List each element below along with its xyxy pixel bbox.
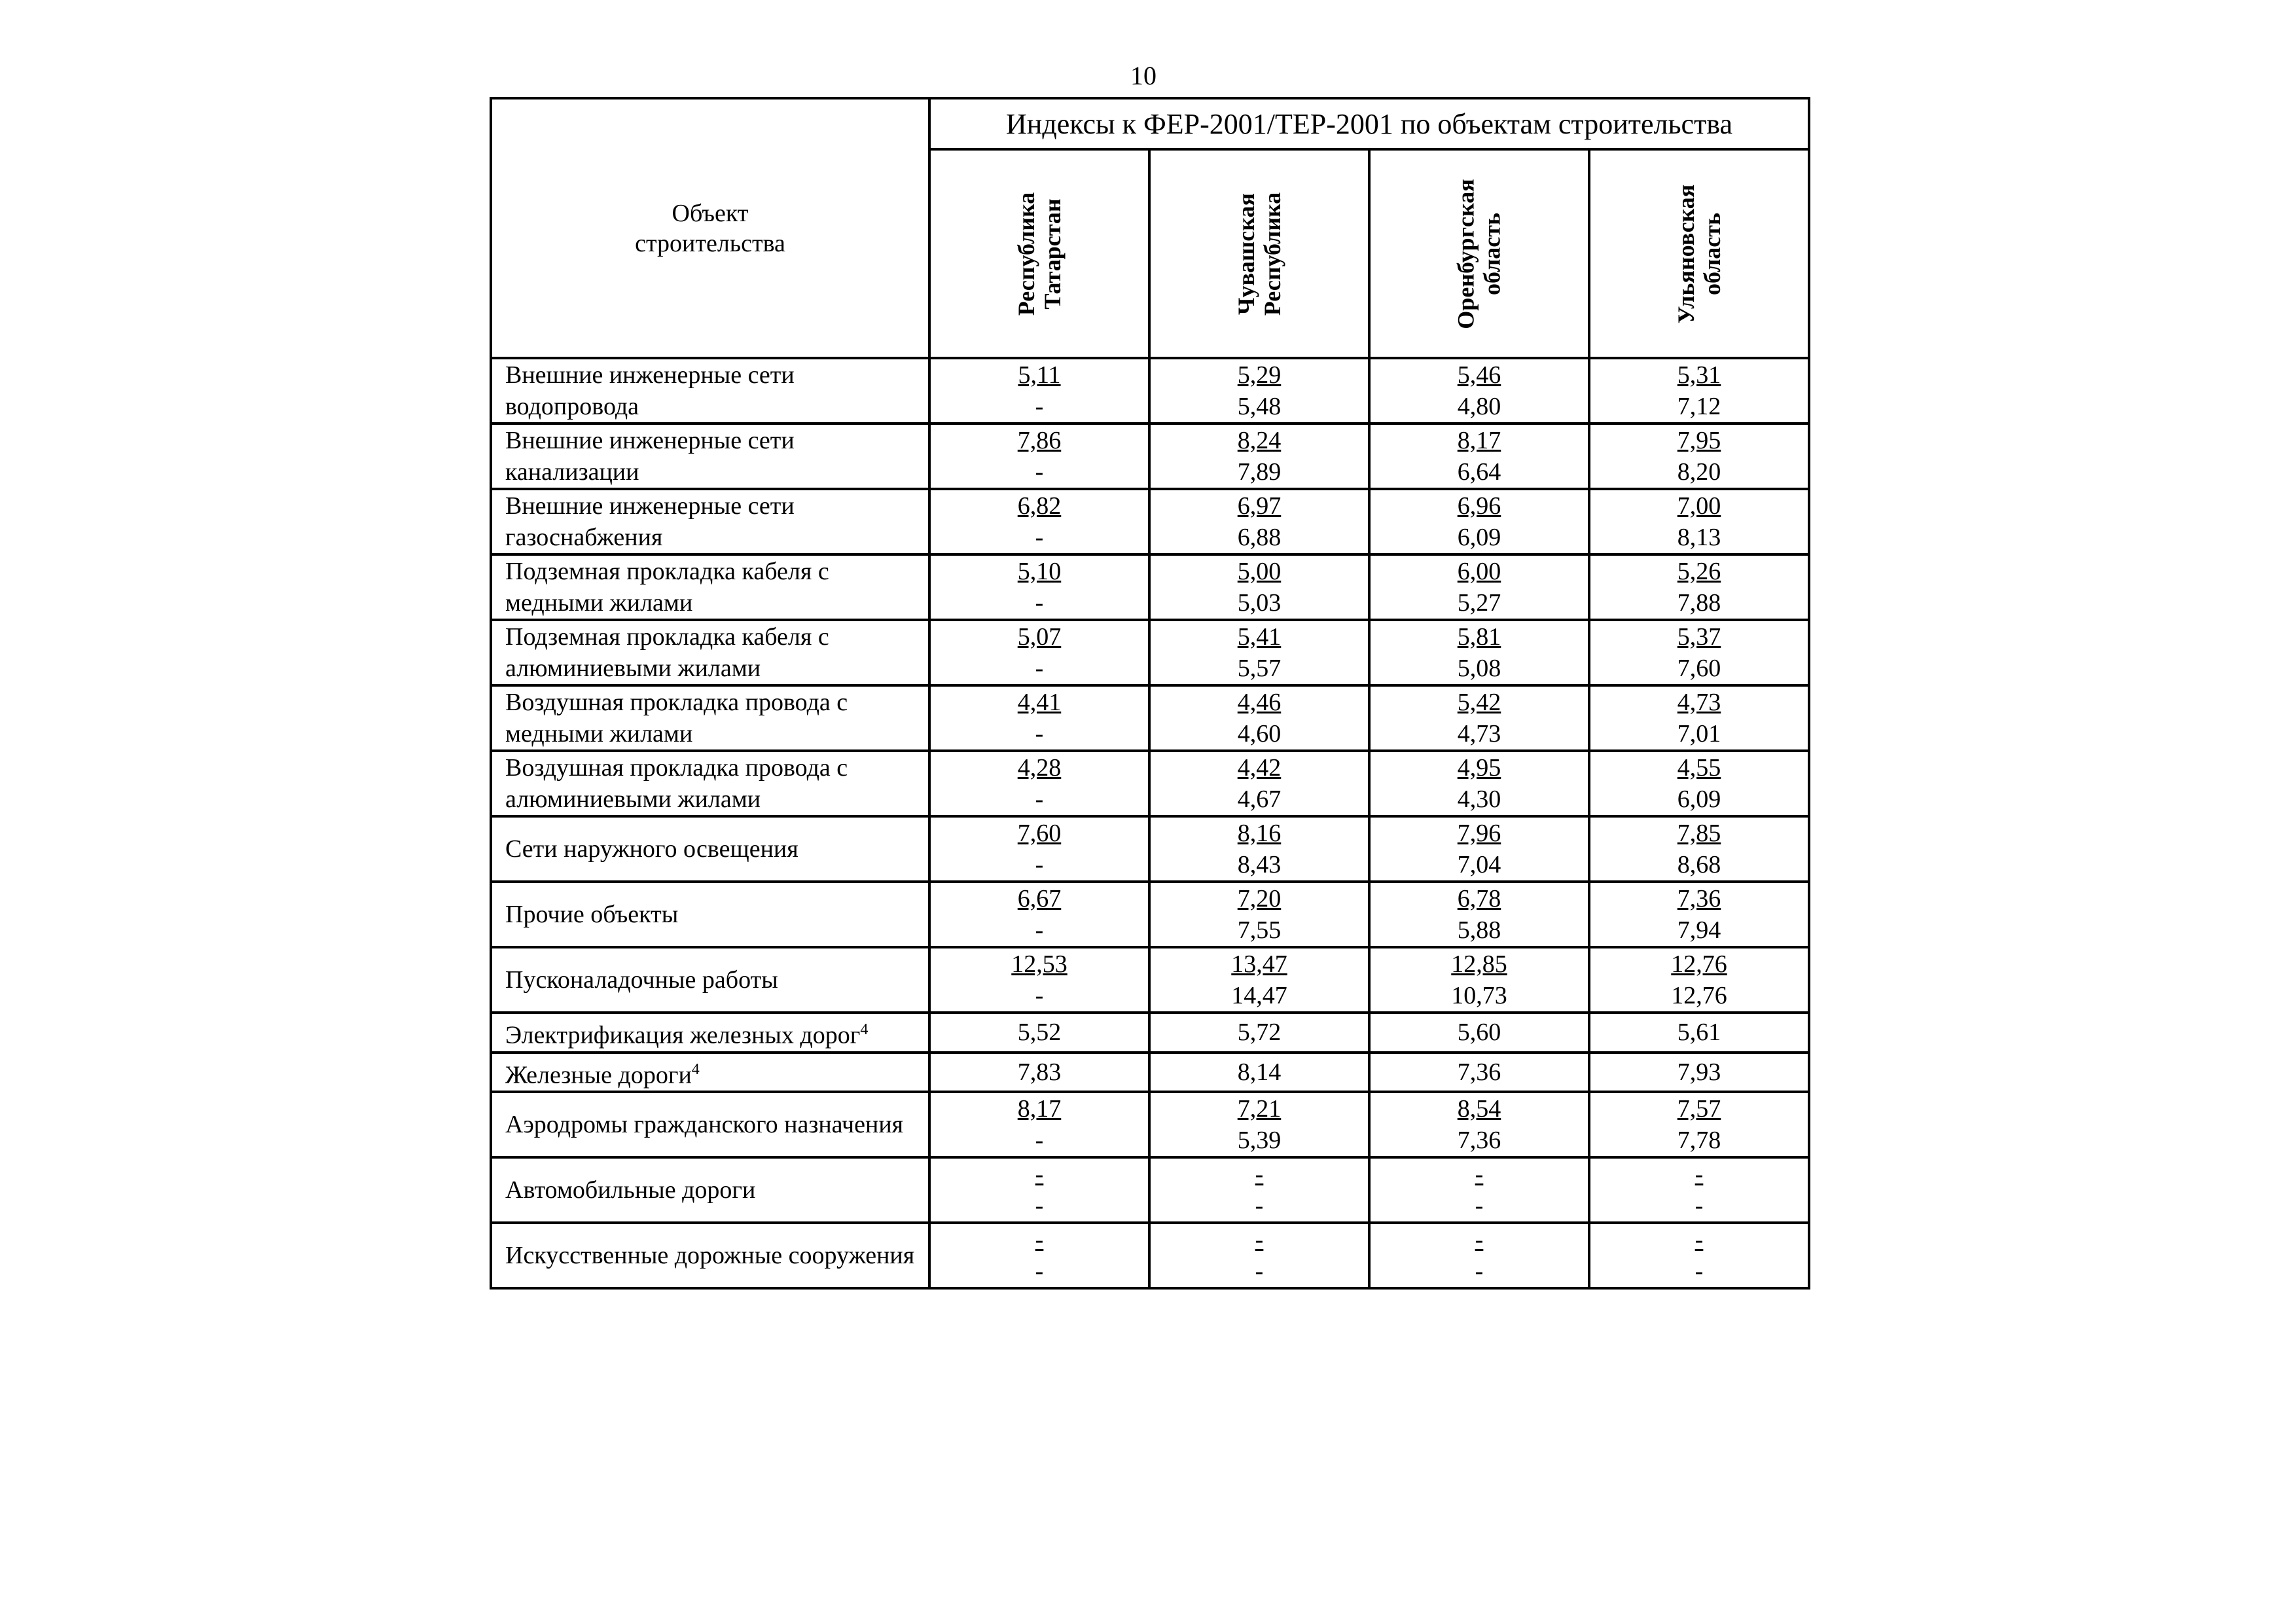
index-value-denominator: - (1475, 1257, 1484, 1286)
object-header-line2: строительства (635, 229, 785, 257)
index-value-denominator: 7,88 (1677, 589, 1721, 617)
index-cell (929, 554, 1149, 620)
index-value-denominator: - (1255, 1257, 1264, 1286)
index-value-denominator: - (1035, 1257, 1044, 1286)
index-value-numerator: - (1475, 1226, 1484, 1254)
index-value-numerator: 7,60 (1017, 820, 1062, 847)
index-cell (1149, 358, 1369, 424)
index-value-denominator: 4,30 (1457, 785, 1501, 813)
index-cell (929, 882, 1149, 947)
index-value-numerator: 8,54 (1457, 1095, 1501, 1123)
index-value-numerator: - (1255, 1161, 1264, 1189)
index-cell (929, 947, 1149, 1013)
index-value-numerator: 8,17 (1457, 427, 1501, 454)
index-cell (1589, 620, 1809, 685)
index-value: 5,52 (1017, 1019, 1062, 1047)
index-value-denominator: 12,76 (1671, 982, 1727, 1009)
index-cell (929, 1053, 1149, 1092)
index-value-numerator: 12,53 (1011, 950, 1067, 978)
object-name: Подземная прокладка кабеля с медными жилами (505, 558, 829, 617)
index-value-numerator: - (1475, 1161, 1484, 1189)
table-row (491, 620, 1809, 685)
object-name: Прочие объекты (505, 901, 679, 928)
index-value-denominator: 8,43 (1237, 851, 1282, 878)
object-name: Воздушная прокладка провода с медными жилами (505, 689, 848, 748)
index-value-denominator: 6,09 (1677, 785, 1721, 813)
object-name: Сети наружного освещения (505, 835, 798, 863)
index-cell (1149, 685, 1369, 751)
index-value-denominator: 4,80 (1457, 393, 1501, 420)
index-value-denominator: - (1035, 785, 1044, 813)
table-row (491, 554, 1809, 620)
index-value-denominator: 7,55 (1237, 916, 1282, 944)
index-value-denominator: 5,57 (1237, 655, 1282, 682)
object-name-cell (491, 554, 929, 620)
index-value-denominator: 7,89 (1237, 458, 1282, 486)
index-value-denominator: 4,67 (1237, 785, 1282, 813)
table-row (491, 947, 1809, 1013)
index-value-numerator: 7,36 (1677, 885, 1721, 912)
index-value-denominator: - (1035, 982, 1044, 1009)
index-cell (1149, 1013, 1369, 1053)
object-name: Пусконаладочные работы (505, 966, 778, 994)
index-value-denominator: - (1035, 655, 1044, 682)
index-cell (1369, 947, 1589, 1013)
index-value-denominator: 7,36 (1457, 1127, 1501, 1155)
index-value-denominator: 7,94 (1677, 916, 1721, 944)
index-cell (1589, 554, 1809, 620)
index-cell (1589, 1013, 1809, 1053)
index-value-numerator: 6,97 (1237, 492, 1282, 520)
region-name-line2: область (1479, 212, 1505, 295)
index-value-denominator: 8,13 (1677, 524, 1721, 551)
index-value-denominator: 8,20 (1677, 458, 1721, 486)
index-value-denominator: 6,09 (1457, 524, 1501, 551)
index-cell (1369, 1013, 1589, 1053)
index-cell (1369, 882, 1589, 947)
index-cell (1149, 1223, 1369, 1288)
index-value-numerator: 5,26 (1677, 558, 1721, 585)
index-value-numerator: - (1695, 1226, 1704, 1254)
index-value-denominator: - (1475, 1192, 1484, 1220)
index-cell (1149, 1157, 1369, 1223)
index-value-numerator: 4,28 (1017, 754, 1062, 782)
index-cell (1589, 816, 1809, 882)
index-cell (1369, 424, 1589, 489)
index-value-numerator: 5,11 (1018, 361, 1061, 389)
index-value-numerator: 4,41 (1017, 689, 1062, 716)
index-value-denominator: 5,08 (1457, 655, 1501, 682)
index-cell (1589, 1053, 1809, 1092)
index-cell (1369, 751, 1589, 816)
index-value-denominator: 7,04 (1457, 851, 1501, 878)
index-cell (1149, 1092, 1369, 1157)
index-cell (1149, 424, 1369, 489)
index-cell (929, 816, 1149, 882)
index-cell (1149, 554, 1369, 620)
index-value-denominator: - (1035, 720, 1044, 748)
index-value-denominator: 7,78 (1677, 1127, 1721, 1155)
object-name: Внешние инженерные сети газоснабжения (505, 492, 795, 551)
table-row (491, 1013, 1809, 1053)
index-cell (929, 424, 1149, 489)
index-cell (929, 358, 1149, 424)
index-value-denominator: 14,47 (1231, 982, 1287, 1009)
index-value: 7,83 (1017, 1058, 1062, 1086)
region-header (929, 149, 1149, 358)
object-name-cell (491, 358, 929, 424)
index-cell (1589, 1223, 1809, 1288)
index-cell (1149, 489, 1369, 554)
index-value-numerator: - (1255, 1226, 1264, 1254)
index-value-numerator: 5,29 (1237, 361, 1282, 389)
index-value-numerator: - (1035, 1161, 1044, 1189)
index-cell (1369, 1053, 1589, 1092)
object-name-cell (491, 424, 929, 489)
index-value-denominator: 5,88 (1457, 916, 1501, 944)
index-cell (929, 1223, 1149, 1288)
object-name-cell (491, 1223, 929, 1288)
index-cell (929, 1092, 1149, 1157)
index-value-numerator: 5,42 (1457, 689, 1501, 716)
index-value-denominator: 4,73 (1457, 720, 1501, 748)
index-cell (1149, 882, 1369, 947)
index-value-numerator: 6,82 (1017, 492, 1062, 520)
index-value-numerator: 5,00 (1237, 558, 1282, 585)
object-name: Внешние инженерные сети водопровода (505, 361, 795, 420)
index-value-numerator: 7,86 (1017, 427, 1062, 454)
index-cell (929, 1013, 1149, 1053)
table-body (491, 358, 1809, 1288)
index-table (490, 97, 1810, 1290)
table-row (491, 882, 1809, 947)
index-value-numerator: 7,21 (1237, 1095, 1282, 1123)
index-value-numerator: 6,96 (1457, 492, 1501, 520)
index-value-numerator: - (1035, 1226, 1044, 1254)
object-name: Электрификация железных дорог (505, 1021, 861, 1049)
index-value-denominator: 5,39 (1237, 1127, 1282, 1155)
table-row (491, 1092, 1809, 1157)
region-name-line2: Татарстан (1039, 198, 1066, 310)
page-number: 10 (1130, 61, 1157, 90)
index-title: Индексы к ФЕР-2001/ТЕР-2001 по объектам строительства (929, 98, 1809, 149)
table-row (491, 751, 1809, 816)
index-value-numerator: 5,46 (1457, 361, 1501, 389)
index-value-numerator: 5,31 (1677, 361, 1721, 389)
index-value-numerator: 8,17 (1017, 1095, 1062, 1123)
footnote-marker: 4 (860, 1021, 869, 1038)
index-cell (929, 685, 1149, 751)
index-value-numerator: 4,42 (1237, 754, 1282, 782)
object-name-cell (491, 1013, 929, 1053)
index-cell (1369, 1223, 1589, 1288)
object-name-cell (491, 1092, 929, 1157)
index-value-denominator: - (1695, 1257, 1704, 1286)
region-name-line1: Чувашская (1232, 192, 1259, 315)
index-value-denominator: 6,64 (1457, 458, 1501, 486)
index-cell (1369, 1157, 1589, 1223)
object-header-line1: Объект (672, 199, 749, 227)
index-value-denominator: - (1035, 851, 1044, 878)
region-header (1589, 149, 1809, 358)
index-value-numerator: 5,81 (1457, 623, 1501, 651)
footnote-marker: 4 (691, 1060, 700, 1078)
object-name: Железные дороги (505, 1061, 692, 1089)
index-cell (1369, 620, 1589, 685)
index-value-numerator: 5,10 (1017, 558, 1062, 585)
index-cell (929, 620, 1149, 685)
index-value-denominator: - (1695, 1192, 1704, 1220)
table-row (491, 685, 1809, 751)
index-cell (1589, 489, 1809, 554)
index-value-denominator: - (1035, 393, 1044, 420)
index-value-numerator: 8,24 (1237, 427, 1282, 454)
index-value-denominator: - (1255, 1192, 1264, 1220)
index-value-denominator: - (1035, 589, 1044, 617)
object-name-cell (491, 1053, 929, 1092)
index-cell (929, 489, 1149, 554)
index-cell (1149, 816, 1369, 882)
index-value-numerator: - (1695, 1161, 1704, 1189)
index-value-denominator: 4,60 (1237, 720, 1282, 748)
object-name: Автомобильные дороги (505, 1176, 756, 1204)
index-value-numerator: 13,47 (1231, 950, 1287, 978)
index-value-numerator: 12,76 (1671, 950, 1727, 978)
index-cell (1589, 685, 1809, 751)
index-cell (1149, 947, 1369, 1013)
object-header (491, 98, 929, 358)
index-value-numerator: 7,20 (1237, 885, 1282, 912)
index-value-denominator: 10,73 (1451, 982, 1507, 1009)
object-name-cell (491, 1157, 929, 1223)
object-name-cell (491, 816, 929, 882)
table-row (491, 424, 1809, 489)
index-cell (1369, 816, 1589, 882)
index-value-numerator: 6,00 (1457, 558, 1501, 585)
object-name-cell (491, 685, 929, 751)
table-row (491, 1223, 1809, 1288)
object-name: Аэродромы гражданского назначения (505, 1111, 904, 1139)
region-header (1369, 149, 1589, 358)
index-value-numerator: 5,07 (1017, 623, 1062, 651)
object-name-cell (491, 751, 929, 816)
object-name-cell (491, 947, 929, 1013)
index-cell (1589, 424, 1809, 489)
object-name-cell (491, 882, 929, 947)
index-cell (1369, 358, 1589, 424)
object-name: Подземная прокладка кабеля с алюминиевыми жилами (505, 623, 829, 682)
index-value-numerator: 6,67 (1017, 885, 1062, 912)
table-row (491, 816, 1809, 882)
table-row (491, 358, 1809, 424)
index-cell (1369, 554, 1589, 620)
index-value-denominator: 7,60 (1677, 655, 1721, 682)
index-value-numerator: 7,85 (1677, 820, 1721, 847)
index-value-numerator: 8,16 (1237, 820, 1282, 847)
region-name-line2: Республика (1259, 192, 1285, 316)
index-cell (1369, 1092, 1589, 1157)
index-value-denominator: - (1035, 916, 1044, 944)
object-name: Воздушная прокладка провода с алюминиевыми жилами (505, 754, 848, 813)
index-cell (1149, 751, 1369, 816)
region-name-line1: Ульяновская (1673, 184, 1700, 323)
index-cell (1589, 1092, 1809, 1157)
index-value-denominator: 5,48 (1237, 393, 1282, 420)
index-value-numerator: 4,73 (1677, 689, 1721, 716)
index-cell (1369, 685, 1589, 751)
index-value-numerator: 7,95 (1677, 427, 1721, 454)
object-name: Искусственные дорожные сооружения (505, 1242, 915, 1270)
region-name-line1: Оренбургская (1453, 178, 1479, 329)
index-cell (1369, 489, 1589, 554)
index-value-numerator: 4,95 (1457, 754, 1501, 782)
index-value-numerator: 7,96 (1457, 820, 1501, 847)
index-value: 5,72 (1237, 1019, 1282, 1047)
index-value-denominator: 8,68 (1677, 851, 1721, 878)
object-name-cell (491, 489, 929, 554)
index-value-denominator: 7,12 (1677, 393, 1721, 420)
index-value-numerator: 6,78 (1457, 885, 1501, 912)
index-value-numerator: 7,57 (1677, 1095, 1721, 1123)
index-value-numerator: 12,85 (1451, 950, 1507, 978)
table-row (491, 1157, 1809, 1223)
index-value: 8,14 (1237, 1058, 1282, 1086)
index-value-denominator: - (1035, 1192, 1044, 1220)
index-cell (1589, 882, 1809, 947)
index-value-numerator: 5,37 (1677, 623, 1721, 651)
index-value-numerator: 4,55 (1677, 754, 1721, 782)
index-value: 5,60 (1457, 1019, 1501, 1047)
index-cell (929, 751, 1149, 816)
region-name-line2: область (1699, 212, 1726, 295)
region-name-line1: Республика (1013, 192, 1039, 316)
index-cell (1149, 1053, 1369, 1092)
index-value-denominator: 5,03 (1237, 589, 1282, 617)
index-value-numerator: 7,00 (1677, 492, 1721, 520)
index-value-denominator: 6,88 (1237, 524, 1282, 551)
table-row (491, 1053, 1809, 1092)
index-value-denominator: - (1035, 1127, 1044, 1155)
index-cell (929, 1157, 1149, 1223)
index-value-denominator: 7,01 (1677, 720, 1721, 748)
index-cell (1589, 1157, 1809, 1223)
object-name: Внешние инженерные сети канализации (505, 427, 795, 486)
object-name-cell (491, 620, 929, 685)
index-cell (1589, 751, 1809, 816)
index-value-numerator: 5,41 (1237, 623, 1282, 651)
region-header (1149, 149, 1369, 358)
index-value-denominator: - (1035, 458, 1044, 486)
table-row (491, 489, 1809, 554)
index-value: 7,93 (1677, 1058, 1721, 1086)
index-value: 7,36 (1457, 1058, 1501, 1086)
index-value-denominator: - (1035, 524, 1044, 551)
index-cell (1149, 620, 1369, 685)
index-cell (1589, 947, 1809, 1013)
index-value-denominator: 5,27 (1457, 589, 1501, 617)
index-value: 5,61 (1677, 1019, 1721, 1047)
index-cell (1589, 358, 1809, 424)
index-value-numerator: 4,46 (1237, 689, 1282, 716)
